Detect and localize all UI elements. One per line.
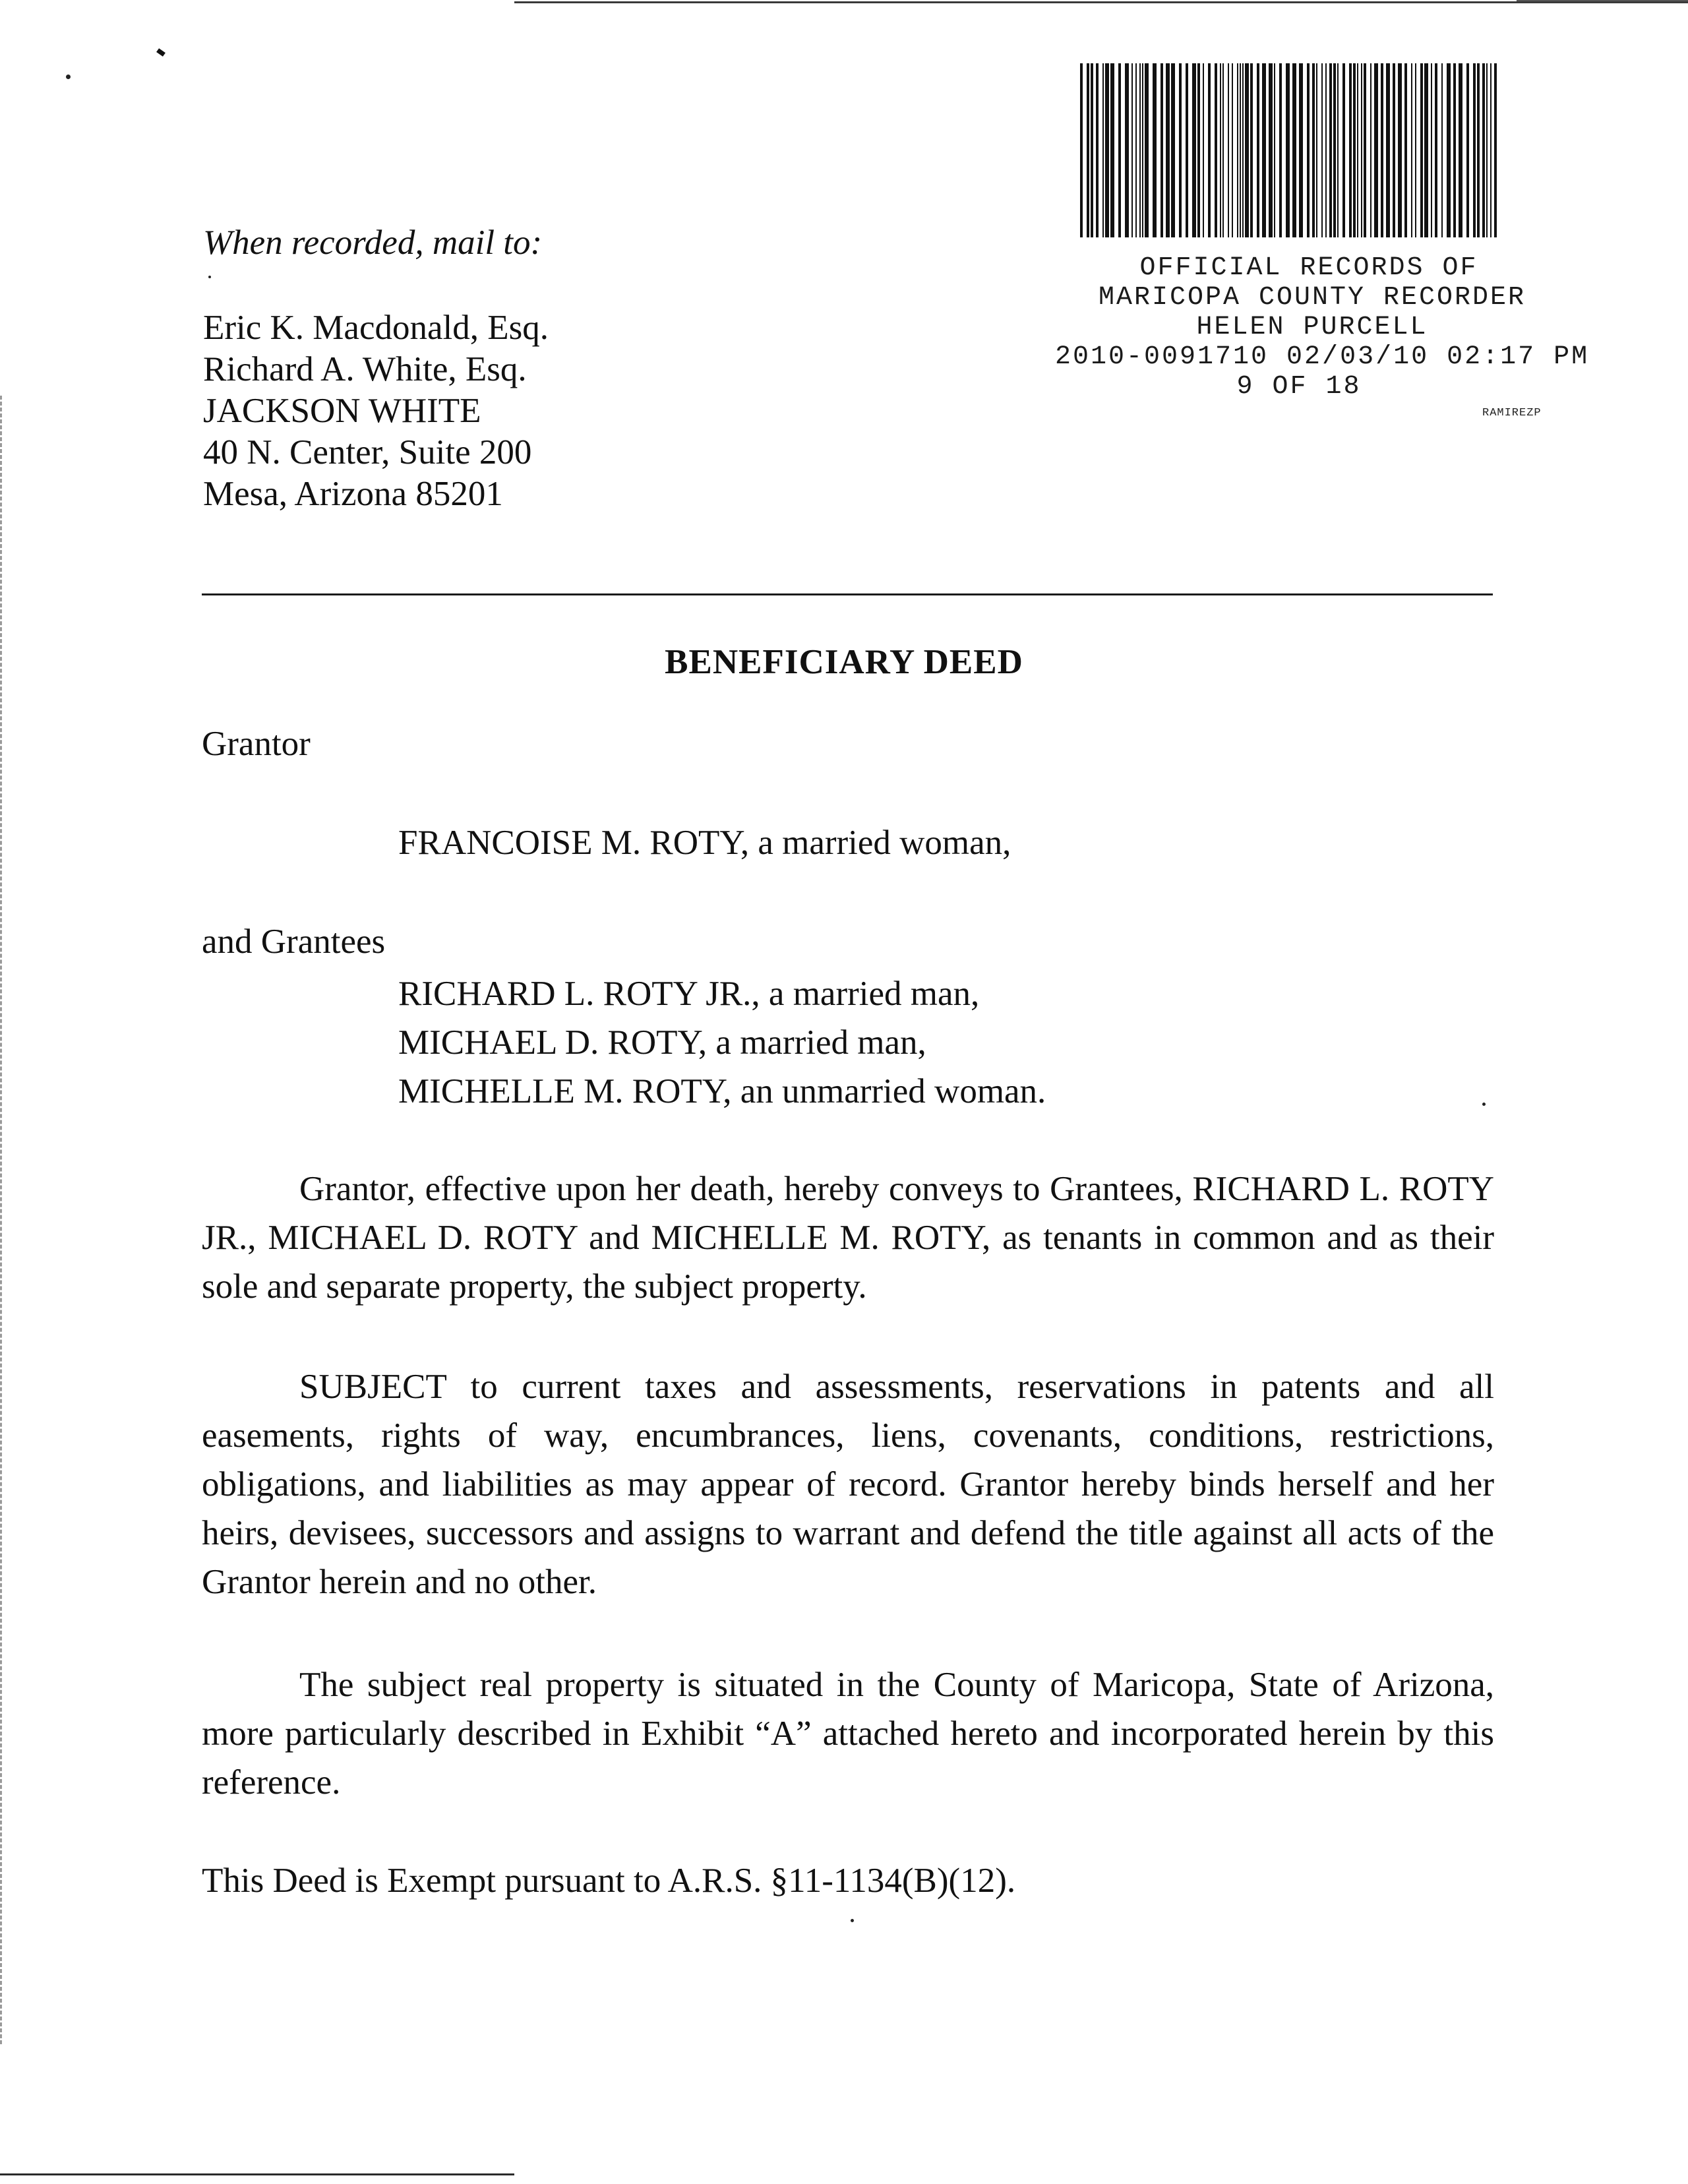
scan-edge-line: [1517, 0, 1688, 1]
barcode-bar: [1424, 63, 1428, 237]
barcode-bar: [1131, 63, 1133, 237]
barcode-bar: [1329, 63, 1332, 237]
barcode-bar: [1250, 63, 1253, 237]
barcode-bar: [1269, 63, 1273, 237]
address-line: Richard A. White, Esq.: [203, 350, 527, 388]
document-title: BENEFICIARY DEED: [665, 643, 1023, 681]
barcode-bar: [1274, 63, 1275, 237]
grantee-name: MICHELLE M. ROTY, an unmarried woman.: [398, 1072, 1046, 1110]
barcode-bar: [1374, 63, 1378, 237]
barcode-bar: [1415, 63, 1416, 237]
scan-speck: [208, 276, 211, 278]
exemption-statement: This Deed is Exempt pursuant to A.R.S. §11-1134(B)(12).: [202, 1862, 1016, 1900]
barcode-bar: [1240, 63, 1241, 237]
barcode-bar: [1411, 63, 1412, 237]
barcode-bar: [1482, 63, 1485, 237]
barcode-bar: [1299, 63, 1303, 237]
barcode-bar: [1242, 63, 1244, 237]
barcode-bar: [1220, 63, 1221, 237]
barcode-bar: [1466, 63, 1469, 237]
barcode-bar: [1087, 63, 1089, 237]
stamp-line: HELEN PURCELL: [1196, 313, 1428, 342]
barcode-bar: [1386, 63, 1390, 237]
page-count: 9 OF 18: [1236, 372, 1362, 402]
grantor-label: Grantor: [202, 725, 311, 763]
barcode-bar: [1279, 63, 1282, 237]
barcode-bar: [1321, 63, 1323, 237]
barcode-bar: [1125, 63, 1129, 237]
barcode-bar: [1325, 63, 1327, 237]
address-line: Eric K. Macdonald, Esq.: [203, 309, 549, 347]
barcode-bar: [1307, 63, 1310, 237]
scan-speck: [1482, 1103, 1486, 1106]
barcode-bar: [1262, 63, 1266, 237]
subject-to-paragraph: SUBJECT to current taxes and assessments, reservations in patents and all easements, rights of way, encumbrances, liens, covenants, conditions, restrictions, obligations, and liabilities as may appear of record. Grantor hereby binds herself and her heirs, devisees, successors and assigns to warrant and defend the title against all acts of the Grantor herein and no other.: [202, 1368, 1494, 1601]
barcode-bar: [1153, 63, 1157, 237]
barcode-bar: [1453, 63, 1456, 237]
barcode-bar: [1096, 63, 1099, 237]
scan-speck: [66, 75, 71, 79]
address-line: JACKSON WHITE: [203, 392, 481, 430]
scan-edge-line: [0, 2173, 514, 2175]
barcode-bar: [1393, 63, 1395, 237]
barcode-bar: [1435, 63, 1437, 237]
stamp-line: OFFICIAL RECORDS OF: [1139, 253, 1478, 283]
address-line: 40 N. Center, Suite 200: [203, 433, 532, 471]
barcode-bar: [1232, 63, 1233, 237]
property-location-paragraph: The subject real property is situated in the County of Maricopa, State of Arizona, more particularly described in Exhibit “A” attached hereto and incorporated herein by this reference.: [202, 1666, 1494, 1802]
barcode-bar: [1370, 63, 1372, 237]
barcode-bar: [1490, 63, 1492, 237]
barcode-bar: [1349, 63, 1352, 237]
scan-speck: [851, 1919, 854, 1922]
barcode-bar: [1080, 63, 1083, 237]
stamp-initials: RAMIREZP: [1482, 407, 1542, 419]
barcode-bar: [1477, 63, 1480, 237]
barcode-bar: [1447, 63, 1451, 237]
scan-edge-line: [514, 1, 1688, 3]
barcode-bar: [1228, 63, 1229, 237]
barcode-bar: [1473, 63, 1476, 237]
barcode-bar: [1364, 63, 1366, 237]
barcode-bar: [1357, 63, 1358, 237]
barcode-bar: [1179, 63, 1182, 237]
barcode-bar: [1342, 63, 1345, 237]
grantees-list: [398, 969, 1046, 1116]
barcode-bar: [1110, 63, 1114, 237]
recorder-stamp: [1029, 253, 1596, 402]
barcode-bar: [1166, 63, 1170, 237]
barcode-bar: [1292, 63, 1296, 237]
barcode-bar: [1459, 63, 1462, 237]
barcode-bar: [1102, 63, 1104, 237]
stamp-line: MARICOPA COUNTY RECORDER: [1098, 283, 1526, 313]
scan-mark: [156, 48, 166, 57]
barcode-bar: [1441, 63, 1443, 237]
barcode-bar: [1381, 63, 1383, 237]
grantee-name: MICHAEL D. ROTY, a married man,: [398, 1023, 926, 1062]
barcode-bar: [1142, 63, 1143, 237]
header-divider: [202, 593, 1493, 595]
barcode-bar: [1118, 63, 1121, 237]
barcode-bar: [1245, 63, 1249, 237]
grantee-name: RICHARD L. ROTY JR., a married man,: [398, 975, 980, 1013]
barcode-bar: [1135, 63, 1137, 237]
barcode-bar: [1257, 63, 1259, 237]
barcode-bar: [1139, 63, 1141, 237]
barcode-bar: [1192, 63, 1196, 237]
barcode-bar: [1145, 63, 1149, 237]
barcode-bar: [1171, 63, 1175, 237]
barcode-bar: [1203, 63, 1204, 237]
barcode-bar: [1494, 63, 1497, 237]
barcode-bar: [1091, 63, 1093, 237]
barcode-bar: [1361, 63, 1362, 237]
barcode-bar: [1353, 63, 1356, 237]
barcode-bar: [1337, 63, 1339, 237]
barcode-bar: [1404, 63, 1407, 237]
grantor-name: FRANCOISE M. ROTY, a married woman,: [398, 824, 1011, 862]
barcode-bar: [1333, 63, 1336, 237]
barcode-bar: [1208, 63, 1211, 237]
barcode-bar: [1186, 63, 1188, 237]
mail-to-heading: When recorded, mail to:: [203, 224, 543, 262]
mail-to-address: [203, 307, 549, 515]
barcode-bar: [1286, 63, 1290, 237]
barcode-bar: [1222, 63, 1224, 237]
barcode-bar: [1160, 63, 1163, 237]
barcode-bar: [1316, 63, 1317, 237]
barcode-bar: [1197, 63, 1200, 237]
conveyance-paragraph: Grantor, effective upon her death, hereby conveys to Grantees, RICHARD L. ROTY JR., MICHAEL D. ROTY and MICHELLE M. ROTY, as tenants in common and as their sole and separate property, the subject property.: [202, 1170, 1494, 1306]
barcode-image: [1080, 63, 1498, 237]
barcode-bar: [1398, 63, 1402, 237]
barcode-bar: [1237, 63, 1238, 237]
grantees-label: and Grantees: [202, 923, 386, 961]
barcode-bar: [1486, 63, 1488, 237]
barcode-bar: [1420, 63, 1423, 237]
barcode-bar: [1215, 63, 1217, 237]
address-line: Mesa, Arizona 85201: [203, 475, 503, 513]
barcode-bar: [1105, 63, 1109, 237]
barcode-bar: [1312, 63, 1315, 237]
recording-number: 2010-0091710 02/03/10 02:17 PM: [1055, 342, 1590, 372]
barcode-bar: [1431, 63, 1432, 237]
